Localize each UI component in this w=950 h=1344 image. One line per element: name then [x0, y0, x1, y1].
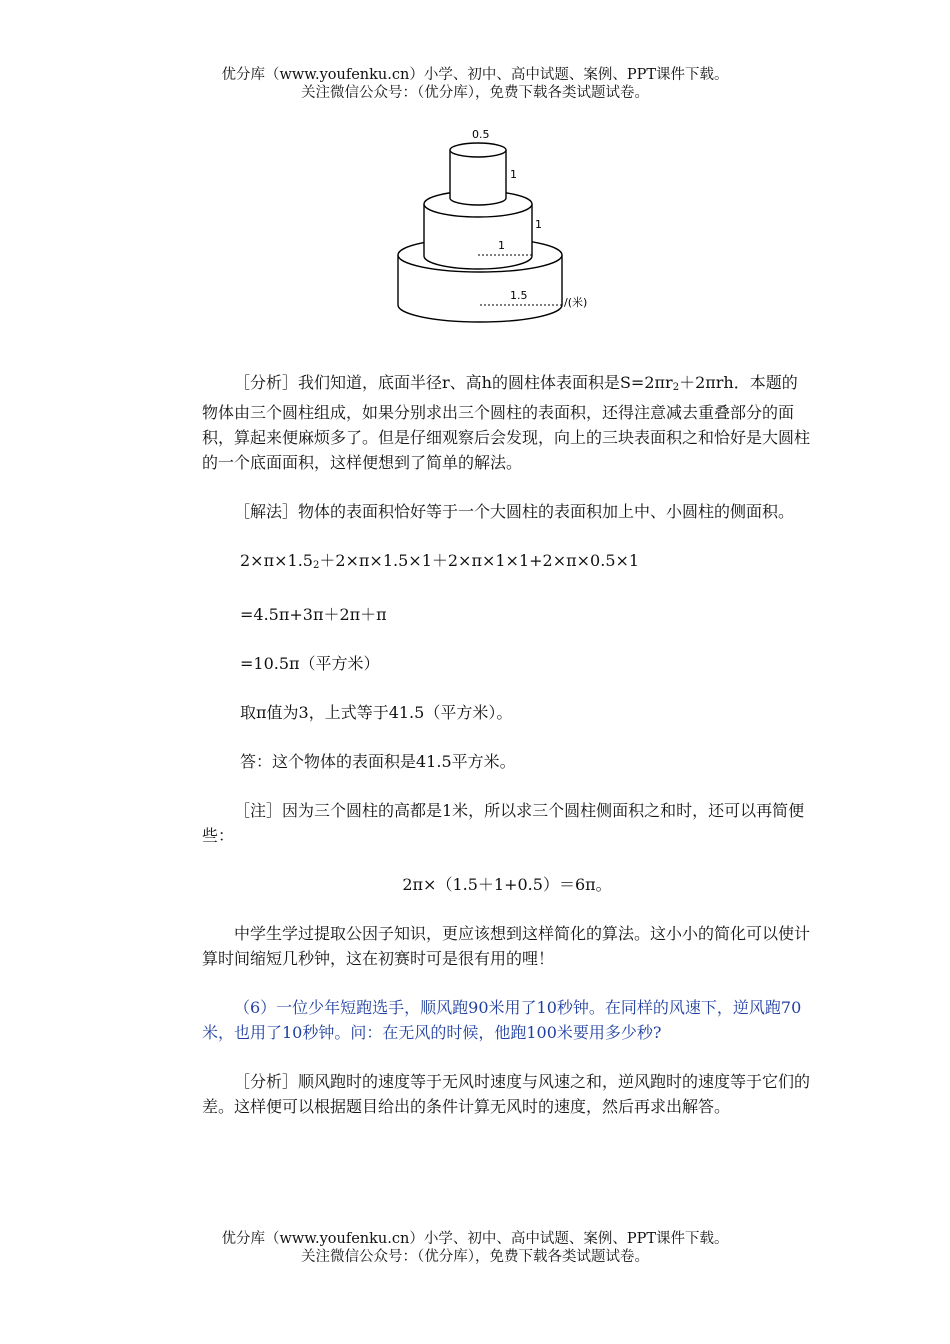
- header-line-2: 关注微信公众号：（优分库），免费下载各类试题试卷。: [301, 85, 649, 101]
- top-cylinder-top: [450, 143, 506, 157]
- label-unit: /(米): [564, 296, 588, 309]
- footer-line-2: 关注微信公众号：（优分库），免费下载各类试题试卷。: [301, 1249, 649, 1265]
- page-footer: [0, 1230, 950, 1266]
- label-mid-radius: 1: [498, 239, 505, 252]
- footer-line-1: 优分库（www.youfenku.cn）小学、初中、高中试题、案例、PPT课件下载。: [221, 1231, 729, 1247]
- document-body: [202, 370, 812, 1119]
- stacked-cylinders-figure: [390, 122, 610, 332]
- answer-line: 答：这个物体的表面积是41.5平方米。: [240, 752, 516, 771]
- page-header: [0, 66, 950, 102]
- top-cylinder-body: [450, 150, 506, 205]
- equation-line-1: $2\times\pi\times 1.5_2+2\times\pi\times 1.5\times 1+2\times\pi\times 1\times 1+2\times\pi\times 0.5\times 1$: [240, 551, 640, 571]
- pi-approximation-line: 取π值为3，上式等于41.5（平方米）。: [240, 703, 513, 722]
- label-top-radius: 0.5: [472, 128, 490, 141]
- equation-line-3: =10.5π（平方米）: [240, 654, 380, 673]
- label-top-height: 1: [510, 168, 517, 181]
- analysis-paragraph-2: ［分析］顺风跑时的速度等于无风时速度与风速之和，逆风跑时的速度等于它们的差。这样便可以根据题目给出的条件计算无风时的速度，然后再求出解答。: [202, 1072, 811, 1116]
- solution-paragraph: ［解法］物体的表面积恰好等于一个大圆柱的表面积加上中、小圆柱的侧面积。: [234, 502, 795, 521]
- equation-line-2: =4.5π+3π＋2π＋π: [240, 605, 387, 624]
- label-mid-height: 1: [535, 218, 542, 231]
- note-paragraph: ［注］因为三个圆柱的高都是1米，所以求三个圆柱侧面积之和时，还可以再简便些：: [202, 801, 805, 845]
- analysis-paragraph-1: ［分析］我们知道，底面半径r、高h的圆柱体表面积是$S=2\pi r_2+2\pi rh$．本题的物体由三个圆柱组成，如果分别求出三个圆柱的表面积，还得注意减去重叠部分的面积，算起来便麻烦多了。但是仔细观察后会发现，向上的三块表面积之和恰好是大圆柱的一个底面面积，这样便想到了简单的解法。: [202, 373, 811, 472]
- simplified-equation: 2π×（1.5＋1+0.5）＝6π。: [402, 875, 612, 894]
- commentary-paragraph: 中学生学过提取公因子知识，更应该想到这样简化的算法。这小小的简化可以使计算时间缩短几秒钟，这在初赛时可是很有用的哩！: [202, 924, 811, 968]
- problem-6-paragraph: （6）一位少年短跑选手，顺风跑90米用了10秒钟。在同样的风速下，逆风跑70米，也用了10秒钟。问：在无风的时候，他跑100米要用多少秒?: [202, 998, 802, 1042]
- header-line-1: 优分库（www.youfenku.cn）小学、初中、高中试题、案例、PPT课件下载。: [221, 67, 729, 83]
- label-bottom-radius: 1.5: [510, 289, 528, 302]
